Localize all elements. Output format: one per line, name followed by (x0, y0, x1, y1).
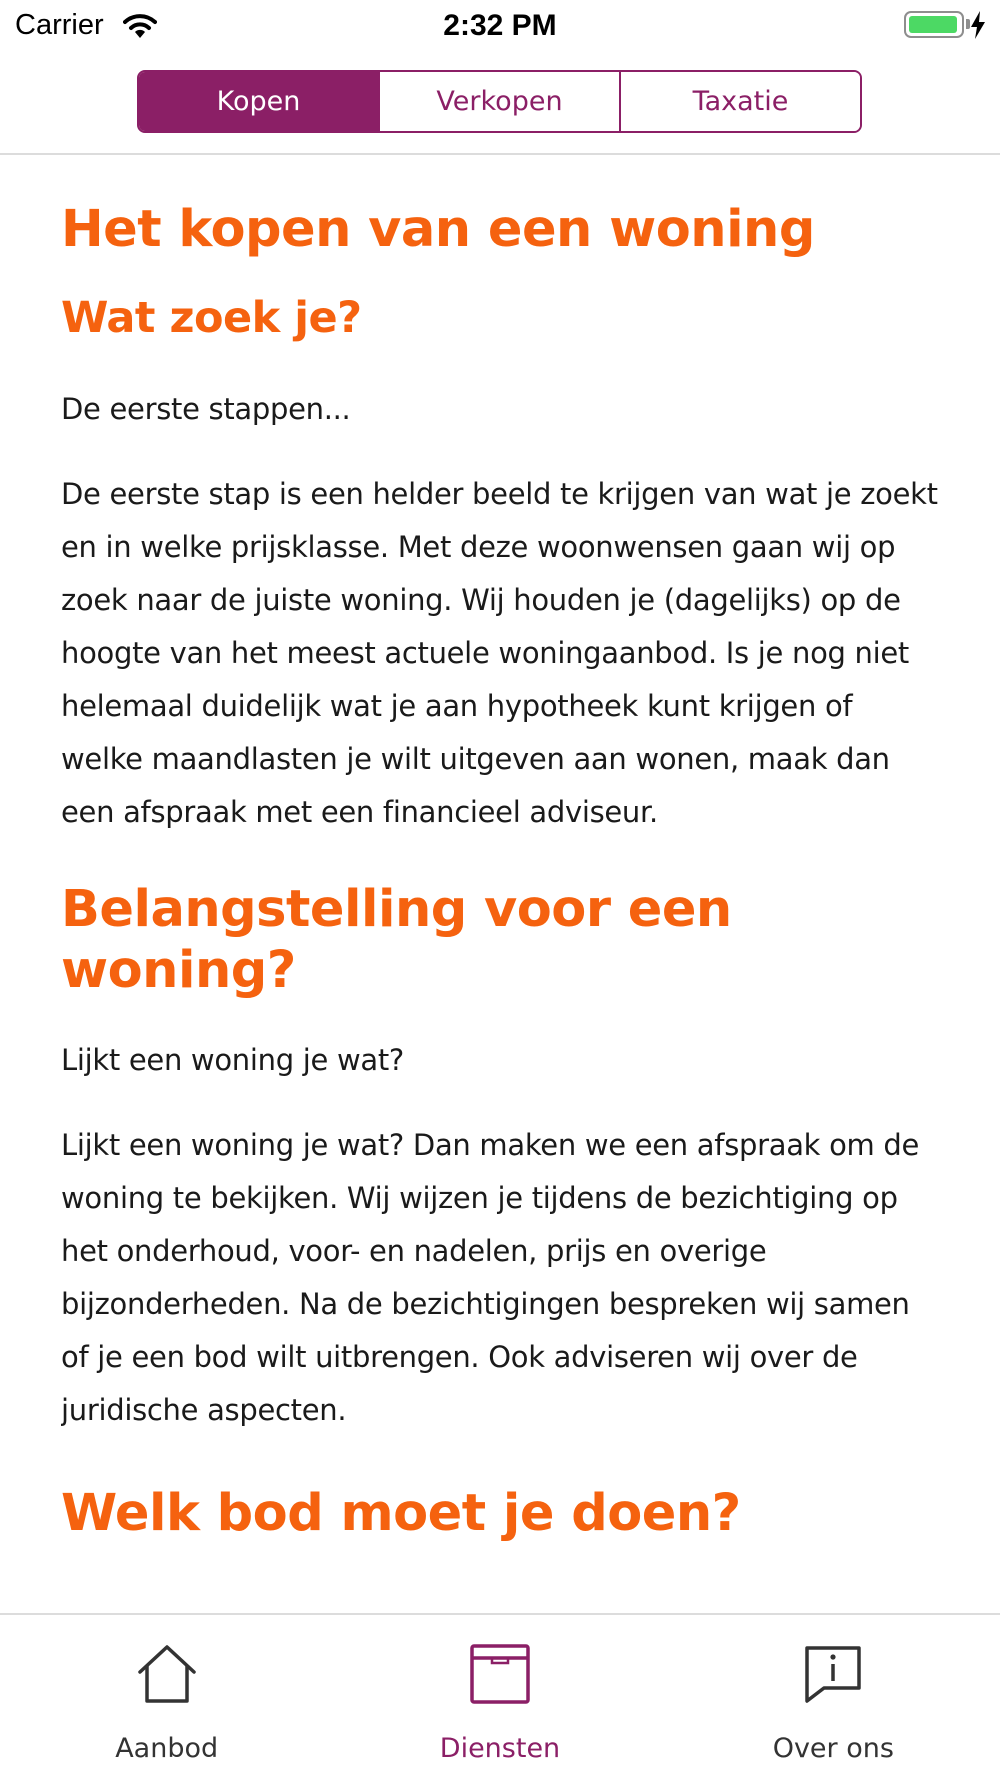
house-icon (135, 1643, 199, 1709)
status-bar (0, 0, 1000, 50)
tab-label: Diensten (439, 1733, 561, 1764)
section-intro-text: De eerste stappen... (61, 391, 351, 426)
section-body-text: De eerste stap is een helder beeld te krijgen van wat je zoekt en in welke prijsklasse. Met deze woonwensen gaan wij op zoek naar de juiste woning. Wij houden je (dagelijks) op de hoogte van het meest actuele woningaanbod. Is je nog niet helemaal duidelijk wat je aan hypotheek kunt krijgen of welke maandlasten je wilt uitgeven aan wonen, maak dan een afspraak met een financieel adviseur. (61, 476, 938, 829)
section-intro-text: Lijkt een woning je wat? (61, 1043, 405, 1078)
section-body-text: Lijkt een woning je wat? Dan maken we een afspraak om de woning te bekijken. Wij wijzen je tijdens de bezichtiging op het onderhoud, voor- en nadelen, prijs en overige bijzonderheden. Na de bezichtigingen bespreken wij samen of je een bod wilt uitbrengen. Ook adviseren wij over de juridische aspecten. (61, 1128, 920, 1428)
segment-taxatie[interactable]: Taxatie (619, 72, 860, 131)
carrier-label: Carrier (15, 9, 104, 41)
section-subtitle-wat-zoek-je: Wat zoek je? (61, 293, 362, 344)
segment-verkopen[interactable]: Verkopen (378, 72, 619, 131)
charging-bolt-icon (970, 11, 986, 44)
tab-over-ons[interactable] (667, 1615, 1000, 1778)
service-segmented-control (137, 70, 862, 133)
status-time: 2:32 PM (443, 9, 557, 42)
tab-diensten[interactable] (333, 1615, 666, 1778)
battery-icon (904, 11, 964, 38)
tab-label: Aanbod (115, 1733, 219, 1764)
tab-label: Over ons (772, 1733, 894, 1764)
bottom-tab-bar (0, 1615, 1000, 1778)
segment-kopen[interactable]: Kopen (139, 72, 378, 131)
content-scroll-area[interactable] (61, 155, 941, 1613)
tab-aanbod[interactable] (0, 1615, 333, 1778)
section-title-kopen: Het kopen van een woning (61, 200, 815, 259)
archive-box-icon (469, 1643, 531, 1709)
section-title-belangstelling: Belangstelling voor een woning? (61, 879, 732, 1000)
info-speech-bubble-icon (802, 1643, 864, 1709)
section-title-welk-bod: Welk bod moet je doen? (61, 1484, 741, 1544)
